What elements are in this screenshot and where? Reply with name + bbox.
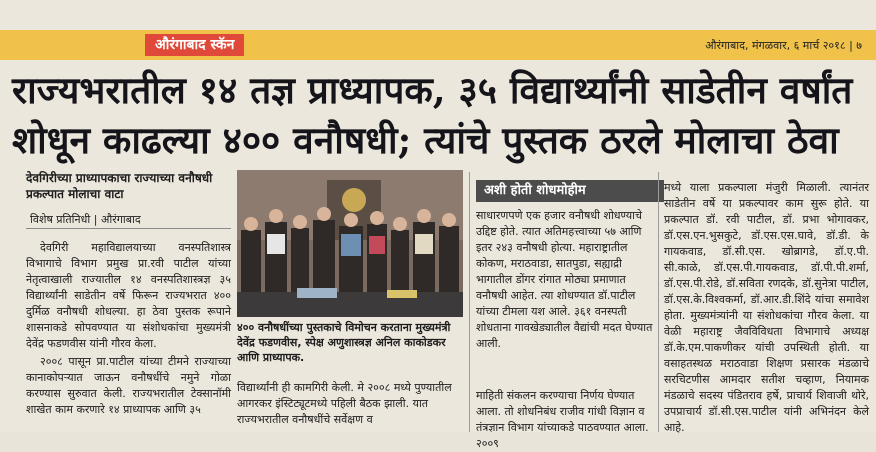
box-heading: अशी होती शोधमोहीम [476,180,664,202]
box-text: साधारणपणे एक हजार वनौषधी शोधण्याचे उद्दिष्ट होते. त्यात अतिमहत्त्वाच्या ५७ आणि इतर २४३ वनौषधी होत्या. महाराष्ट्रातील कोकण, मराठवाडा, सातपुडा, सह्याद्री भागातील डोंगर रांगात मोठ्या प्रमाणात वनौषधी आहेत. त्या शोधण्यात डॉ.पाटील यांच्या टीमला यश आले. ३६१ वनस्पती शोधताना गावखेड्यातील वैद्यांची मदत घेण्यात आली. [476,209,653,350]
paragraph: देवगिरी महाविद्यालयाच्या वनस्पतिशास्त्र विभागाचे विभाग प्रमुख प्रा.रवी पाटील यांच्या नेतृत्वाखाली राज्यातील १४ वनस्पतिशास्त्रज्ञ ३५ विद्यार्थ्यांनी साडेतीन वर्षे फिरून राज्यभरात ४०० दुर्मिळ वनौषधी शोधल्या. हा ठेवा पुस्तक रूपाने शासनाकडे सोपवण्यात या संशोधकांचा मुख्यमंत्री देवेंद्र फडणवीस यांनी गौरव केला. [26,241,231,350]
date-line: औरंगाबाद, मंगळवार, ६ मार्च २०१८ | ७ [705,39,862,52]
event-photo [237,170,463,317]
photo-caption: ४०० वनौषधींच्या पुस्तकाचे विमोचन करताना मुख्यमंत्री देवेंद्र फडणवीस, स्पेक्ष अणुशास्त्रज्ञ अनिल काकोडकर आणि प्राध्यापक. [237,321,451,364]
subheadline: देवगिरीच्या प्राध्यापकाचा राज्याच्या वनौषधी प्रकल्पात मोलाचा वाटा [26,171,213,201]
column-divider [469,172,470,432]
article-column-1 [26,240,231,420]
article-column-2: विद्यार्थ्यांनी ही कामगिरी केली. मे २००८ मध्ये पुण्यातील आगरकर इंस्टिट्यूटमध्ये पहिली बैठक झाली. यात राज्यभरातील वनौषधींचे सर्वेक्षण व [237,381,452,426]
column-divider [658,172,659,432]
event-photo-illustration [237,170,463,317]
byline: विशेष प्रतिनिधी | औरंगाबाद [30,213,141,226]
headline-line-1: राज्यभरातील १४ तज्ञ प्राध्यापक, ३५ विद्यार्थ्यांनी साडेतीन वर्षांत [12,68,853,112]
headline-line-2: शोधून काढल्या ४०० वनौषधी; त्यांचे पुस्तक ठरले मोलाचा ठेवा [12,118,839,162]
byline-divider [26,228,231,229]
article-column-3: माहिती संकलन करण्याचा निर्णय घेण्यात आला. तो शोधनिबंध राजीव गांधी विज्ञान व तंत्रज्ञान विभाग यांच्याकडे पाठवण्यात आला. २००९ [476,389,649,450]
section-band [0,30,876,60]
paragraph: २००८ पासून प्रा.पाटील यांच्या टीमने राज्याच्या कानाकोपऱ्यात जाऊन वनौषधींचे नमुने गोळा करण्यास सुरुवात केली. राज्यभरातील टेक्सानॉमी शाखेत काम करणारे १४ प्राध्यापक आणि ३५ [26,355,231,416]
article-column-4: मध्ये याला प्रकल्पाला मंजुरी मिळाली. त्यानंतर साडेतीन वर्षे या प्रकल्पावर काम सुरू होते. या प्रकल्पात डॉ. रवी पाटील, डॉ. प्रभा भोगावकर, डॉ.एस.एन.भुसकुटे, डॉ.एस.एस.घावे, डॉ.डी. के गायकवाड, डॉ.सी.एस. खोब्रागडे, डॉ.ए.पी. सी.काळे, डॉ.एस.पी.गायकवाड, डॉ.पी.पी.शर्मा, डॉ.एस.पी.रोडे, डॉ.सविता रणदके, डॉ.सुनेत्रा पाटील, डॉ.एस.के.विश्वकर्मा, डॉ.आर.डी.शिंदे यांचा समावेश होता. मुख्यमंत्र्यांनी या संशोधकांचा गौरव केला. या वेळी महाराष्ट्र जैवविविधता विभागाचे अध्यक्ष डॉ.के.एम.पाकणीकर यांची उपस्थिती होती. या वसाहतस्थळ मराठवाडा शिक्षण प्रसारक मंडळाचे सरचिटणीस आमदार सतीश चव्हाण, नियामक मंडळाचे सदस्य पंडितराव हर्षे, प्राचार्य शिवाजी थोरे, उपप्राचार्य डॉ.सी.एस.पाटील यांनी अभिनंदन केले आहे. [664,181,869,434]
section-tag: औरंगाबाद स्कॅन [145,34,244,56]
